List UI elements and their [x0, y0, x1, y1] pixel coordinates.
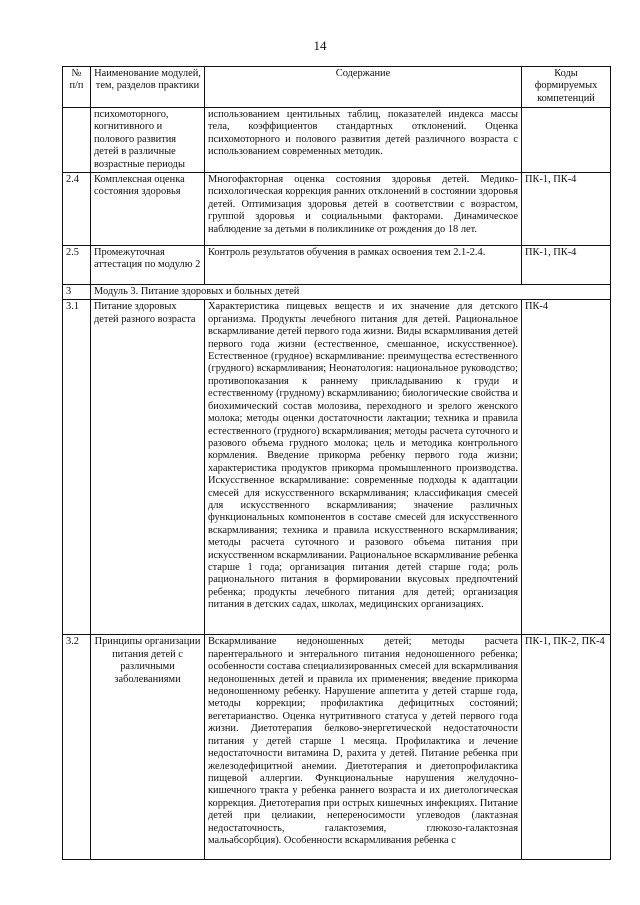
header-name: Наименование модулей, тем, разделов практики [91, 67, 205, 108]
module-title: Модуль 3. Питание здоровых и больных детей [91, 285, 611, 300]
row-name: психомоторного, когнитивного и полового развития детей в различные возрастные периоды [91, 108, 205, 173]
row-name: Питание здоровых детей разного возраста [91, 300, 205, 635]
row-content: Многофакторная оценка состояния здоровья детей. Медико-психологическая коррекция ранних отклонений в состоянии здоровья детей. Оптимизация здоровья детей в соответствии с возрастом, группой здоровья и социальными факторами. Динамическое наблюдение за детьми в поликлинике от рождения до 18 лет. [205, 173, 522, 246]
row-name: Промежуточная аттестация по модулю 2 [91, 246, 205, 285]
table-row [63, 635, 611, 860]
table-row [63, 246, 611, 285]
row-content: Характеристика пищевых веществ и их значение для детского организма. Продукты лечебного питания для детей. Рациональное вскармливание детей первого года жизни. Виды вскармливания детей первого года жизни (естественное, смешанное, искусственное). Естественное (грудное) вскармливание: преимущества естественного (грудного) вскармливания; Неонатология: национальное руководство; противопоказания к раннему прикладыванию к груди и естественному (грудному) вскармливанию; биологические свойства и биохимический состав молозива, переходного и зрелого женского молока; методы оценки достаточности лактации; техника и правила естественного (грудного) вскармливания; методы расчета суточного и разового объема грудного молока; цель и методика контрольного кормления. Введение прикорма ребенку первого года жизни; характеристика продуктов прикорма промышленного производства. Искусственное вскармливание: современные подходы к адаптации смесей для искусственного вскармливания; классификация смесей для искусственного вскармливания; значение различных функциональных компонентов в составе смесей для искусственного вскармливания; техника и правила искусственного вскармливания; методы расчета суточного и разового объема питания при искусственном вскармливании. Рациональное вскармливание ребенка старше 1 года; организация питания детей старше года; роль рационального питания в формировании вкусовых предпочтений ребенка; продукты лечебного питания для детей; организация питания в детских садах, школах, медицинских организациях. [205, 300, 522, 635]
row-codes: ПК-1, ПК-2, ПК-4 [522, 635, 611, 860]
row-name: Принципы организации питания детей с различными заболеваниями [91, 635, 205, 860]
row-num: 2.4 [63, 173, 91, 246]
table-row [63, 300, 611, 635]
row-content: использованием центильных таблиц, показателей индекса массы тела, коэффициентов стандартных отклонений. Оценка психомоторного и полового развития детей различного возраста с использованием современных методик. [205, 108, 522, 173]
table-header-row [63, 67, 611, 108]
row-content: Вскармливание недоношенных детей; методы расчета парентерального и энтерального питания недоношенного ребенка; особенности состава специализированных смесей для вскармливания недоношенных детей и правила их применения; введение прикорма недоношенному ребенку. Нарушение аппетита у детей старше года, методы коррекции; профилактика дефицитных состояний; вегетарианство. Оценка нутритивного статуса у детей первого года жизни. Диетотерапия белково-энергетической недостаточности питания у детей старше 1 месяца. Профилактика и лечение недостаточности витамина D, рахита у детей. Питание ребенка при железодефицитной анемии. Диетотерапия и диетопрофилактика пищевой аллергии. Функциональные нарушения желудочно-кишечного тракта у ребенка раннего возраста и их диетологическая коррекция. Диетотерапия при острых кишечных инфекциях. Питание детей при целиакии, непереносимости углеводов (лактазная недостаточность, галактоземия, глюкозо-галактозная мальабсорбция). Особенности вскармливания ребенка с [205, 635, 522, 860]
row-num: 3.1 [63, 300, 91, 635]
module-num: 3 [63, 285, 91, 300]
header-codes: Коды формируемых компетенций [522, 67, 611, 108]
row-name: Комплексная оценка состояния здоровья [91, 173, 205, 246]
row-num: 3.2 [63, 635, 91, 860]
curriculum-table [62, 66, 611, 860]
table-row [63, 108, 611, 173]
row-codes [522, 108, 611, 173]
row-codes: ПК-1, ПК-4 [522, 246, 611, 285]
row-num: 2.5 [63, 246, 91, 285]
row-codes: ПК-4 [522, 300, 611, 635]
row-codes: ПК-1, ПК-4 [522, 173, 611, 246]
header-num: № п/п [63, 67, 91, 108]
page-number: 14 [313, 38, 327, 53]
module-row [63, 285, 611, 300]
row-content: Контроль результатов обучения в рамках освоения тем 2.1-2.4. [205, 246, 522, 285]
table-row [63, 173, 611, 246]
row-num [63, 108, 91, 173]
header-content: Содержание [205, 67, 522, 108]
